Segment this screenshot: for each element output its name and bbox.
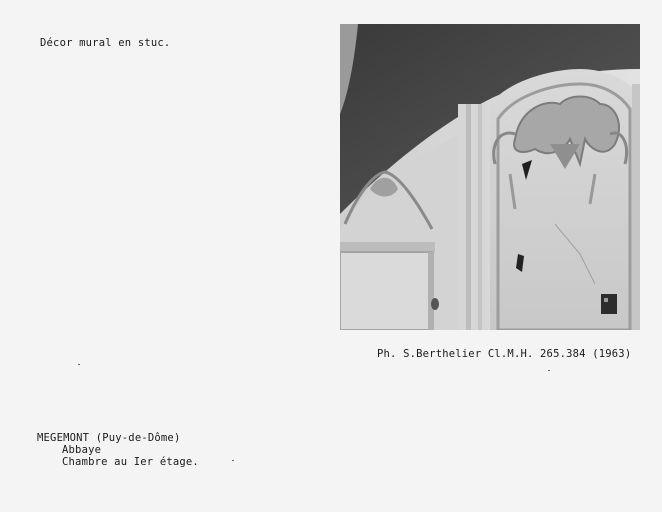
location-building: Abbaye [62,444,102,456]
location-room: Chambre au Ier étage. [62,456,199,468]
location-place: MEGEMONT (Puy-de-Dôme) [37,432,181,444]
paper-speck [232,460,234,461]
paper-speck [78,364,80,365]
photograph [340,24,640,330]
photo-credit: Ph. S.Berthelier Cl.M.H. 265.384 (1963) [377,348,632,360]
paper-speck [548,370,550,371]
card-title: Décor mural en stuc. [40,37,171,49]
